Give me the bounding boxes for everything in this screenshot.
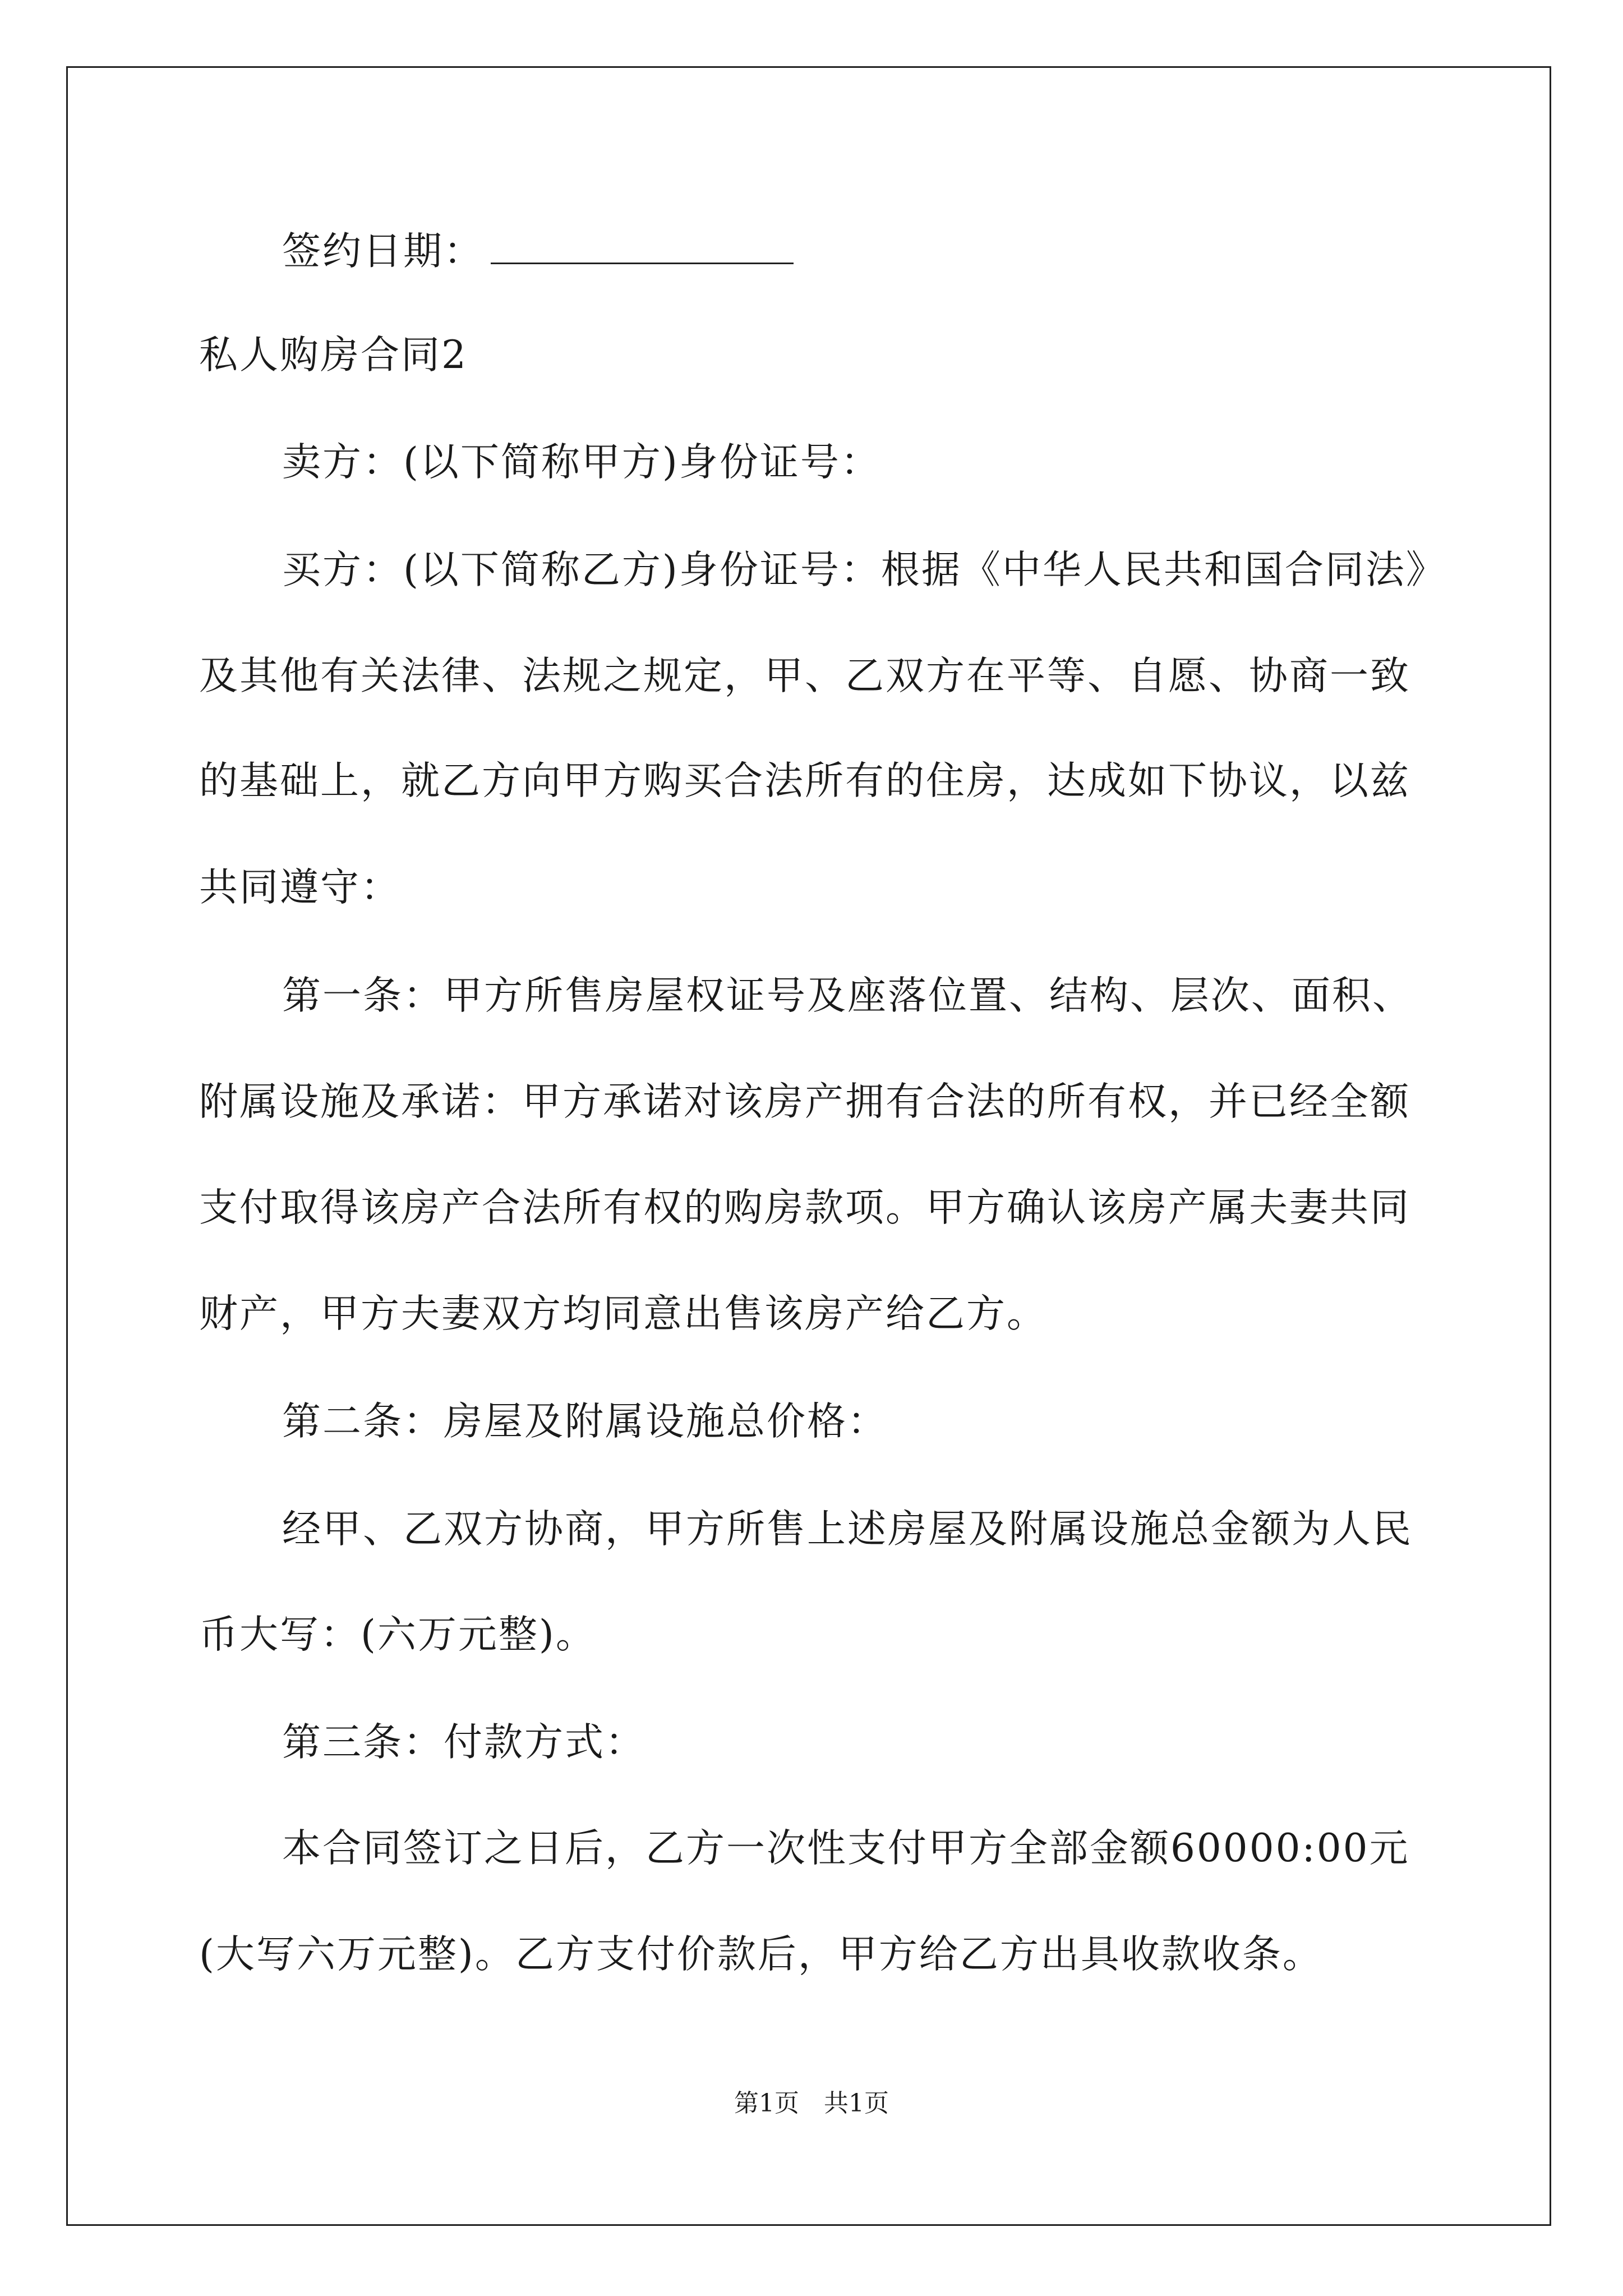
seller-line: 卖方：(以下简称甲方)身份证号： [282,440,881,485]
article3-line-2: (大写六万元整)。乙方支付价款后，甲方给乙方出具收款收条。 [199,1932,1323,1977]
document-title: 私人购房合同2 [199,333,468,378]
signing-date-blank [491,229,794,264]
page-border [66,66,1551,2226]
article1-line-4: 财产，甲方夫妻双方均同意出售该房产给乙方。 [199,1291,1047,1336]
article2-line-2: 币大写：(六万元整)。 [199,1612,596,1657]
buyer-para-line-1: 买方：(以下简称乙方)身份证号：根据《中华人民共和国合同法》 [282,547,1446,592]
article1-line-1: 第一条：甲方所售房屋权证号及座落位置、结构、层次、面积、 [282,973,1413,1018]
signing-date-label: 签约日期： [282,229,484,274]
article3-line-1: 本合同签订之日后，乙方一次性支付甲方全部金额60000:00元 [282,1826,1410,1871]
buyer-para-line-4: 共同遵守： [199,865,401,910]
buyer-para-line-3: 的基础上，就乙方向甲方购买合法所有的住房，达成如下协议，以兹 [199,758,1410,803]
article3-title: 第三条：付款方式： [282,1720,645,1765]
signing-date-line [282,229,794,274]
buyer-para-line-2: 及其他有关法律、法规之规定，甲、乙双方在平等、自愿、协商一致 [199,654,1410,698]
article1-line-2: 附属设施及承诺：甲方承诺对该房产拥有合法的所有权，并已经全额 [199,1079,1410,1124]
page-number-footer: 第1页 共1页 [734,2089,889,2118]
article1-line-3: 支付取得该房产合法所有权的购房款项。甲方确认该房产属夫妻共同 [199,1185,1410,1230]
article2-title: 第二条：房屋及附属设施总价格： [282,1399,888,1444]
article2-line-1: 经甲、乙双方协商，甲方所售上述房屋及附属设施总金额为人民 [282,1507,1413,1552]
